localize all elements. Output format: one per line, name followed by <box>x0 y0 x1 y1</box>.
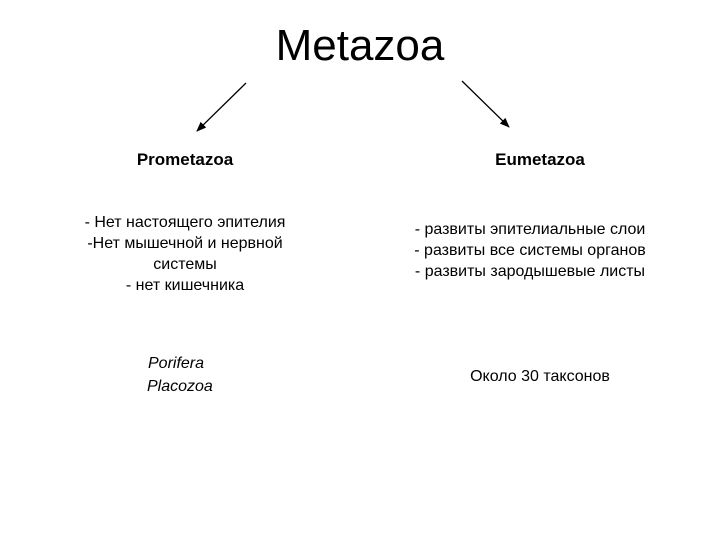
arrow-to-prometazoa <box>197 83 246 131</box>
prometazoa-feature: - Нет настоящего эпителия <box>84 214 286 231</box>
eumetazoa-feature: - развиты все системы органов <box>414 242 646 259</box>
diagram-title: Metazoa <box>275 21 445 70</box>
prometazoa-taxa <box>110 352 260 398</box>
eumetazoa-heading: Eumetazoa <box>495 150 585 169</box>
taxon-porifera: Porifera <box>148 355 205 372</box>
prometazoa-feature: - нет кишечника <box>125 277 245 294</box>
eumetazoa-feature: - развиты эпителиальные слои <box>414 221 646 238</box>
arrow-to-eumetazoa <box>462 81 509 127</box>
taxon-placozoa: Placozoa <box>147 378 213 395</box>
prometazoa-feature: -Нет мышечной и нервной <box>87 235 283 252</box>
prometazoa-feature: системы <box>153 256 217 273</box>
prometazoa-features <box>40 212 330 296</box>
eumetazoa-feature: - развиты зародышевые листы <box>414 263 646 280</box>
eumetazoa-taxa-count: Около 30 таксонов <box>470 368 610 385</box>
eumetazoa-features <box>380 219 680 282</box>
prometazoa-heading: Prometazoa <box>136 150 234 169</box>
eumetazoa-taxa <box>440 366 640 387</box>
